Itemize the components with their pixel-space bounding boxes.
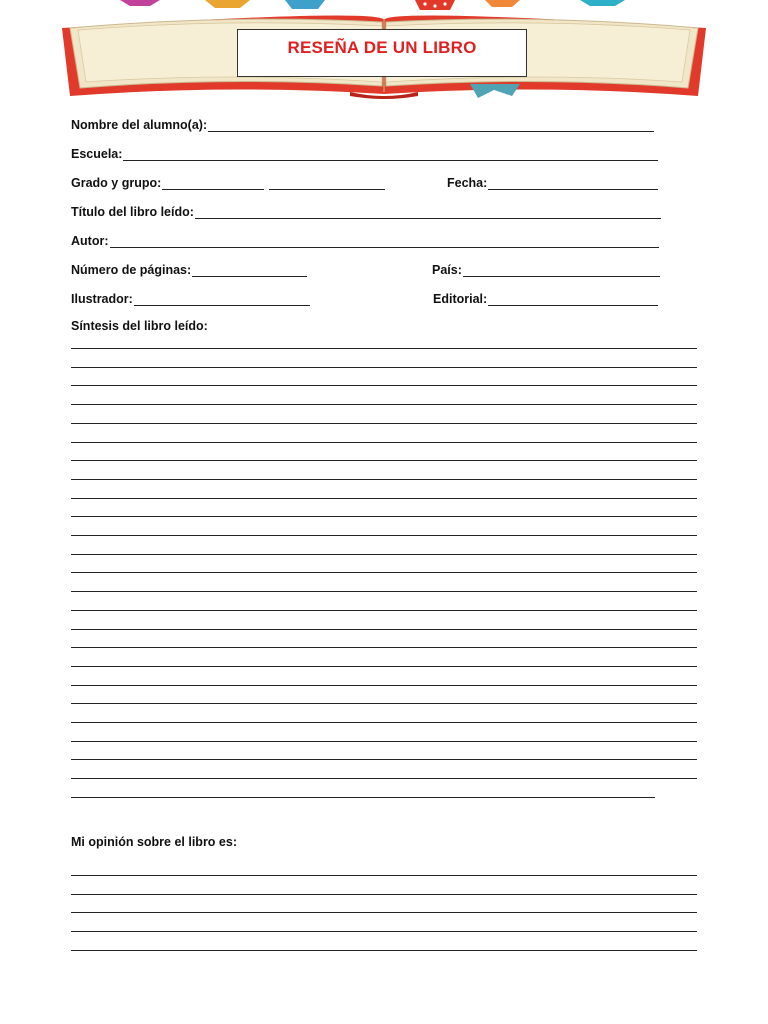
sintesis-label: Síntesis del libro leído:: [71, 319, 208, 333]
writing-line[interactable]: [71, 442, 697, 443]
field-editorial-blank[interactable]: [488, 293, 658, 306]
writing-line[interactable]: [71, 367, 697, 368]
writing-line[interactable]: [71, 535, 697, 536]
writing-line[interactable]: [71, 572, 697, 573]
field-pais: [432, 261, 660, 277]
field-autor: [71, 232, 659, 248]
writing-line[interactable]: [71, 950, 697, 951]
field-pais-blank[interactable]: [463, 264, 660, 277]
writing-line[interactable]: [71, 722, 697, 723]
field-nombre: [71, 116, 654, 132]
field-nombre-label: Nombre del alumno(a):: [71, 118, 208, 132]
writing-line[interactable]: [71, 404, 697, 405]
field-pais-label: País:: [432, 263, 462, 277]
page-title: RESEÑA DE UN LIBRO: [287, 38, 477, 57]
field-escuela: [71, 145, 658, 161]
field-editorial: [433, 290, 658, 306]
writing-line[interactable]: [71, 797, 655, 798]
writing-line[interactable]: [71, 610, 697, 611]
field-fecha: [447, 174, 658, 190]
writing-line[interactable]: [71, 931, 697, 932]
writing-line[interactable]: [71, 685, 697, 686]
writing-line[interactable]: [71, 348, 697, 349]
field-ilustrador: [71, 290, 310, 306]
field-grado-label: Grado y grupo:: [71, 176, 162, 190]
writing-line[interactable]: [71, 759, 697, 760]
field-grupo-blank[interactable]: [269, 177, 385, 190]
writing-line[interactable]: [71, 778, 697, 779]
writing-line[interactable]: [71, 894, 697, 895]
field-escuela-label: Escuela:: [71, 147, 123, 161]
field-titulo: [71, 203, 661, 219]
writing-line[interactable]: [71, 591, 697, 592]
writing-line[interactable]: [71, 498, 697, 499]
title-box: [237, 29, 527, 77]
field-ilustrador-label: Ilustrador:: [71, 292, 133, 306]
field-fecha-label: Fecha:: [447, 176, 488, 190]
field-fecha-blank[interactable]: [488, 177, 658, 190]
writing-line[interactable]: [71, 460, 697, 461]
field-editorial-label: Editorial:: [433, 292, 488, 306]
writing-line[interactable]: [71, 479, 697, 480]
writing-line[interactable]: [71, 666, 697, 667]
writing-line[interactable]: [71, 554, 697, 555]
field-titulo-blank[interactable]: [195, 206, 661, 219]
field-grado-blank[interactable]: [162, 177, 264, 190]
field-autor-blank[interactable]: [110, 235, 659, 248]
writing-line[interactable]: [71, 875, 697, 876]
writing-line[interactable]: [71, 741, 697, 742]
writing-line[interactable]: [71, 423, 697, 424]
writing-line[interactable]: [71, 629, 697, 630]
field-paginas-blank[interactable]: [192, 264, 307, 277]
writing-line[interactable]: [71, 647, 697, 648]
writing-line[interactable]: [71, 516, 697, 517]
writing-line[interactable]: [71, 912, 697, 913]
opinion-label: Mi opinión sobre el libro es:: [71, 835, 237, 849]
field-escuela-blank[interactable]: [123, 148, 658, 161]
field-ilustrador-blank[interactable]: [134, 293, 310, 306]
field-grado: [71, 174, 385, 190]
writing-line[interactable]: [71, 385, 697, 386]
field-paginas: [71, 261, 307, 277]
field-paginas-label: Número de páginas:: [71, 263, 192, 277]
field-autor-label: Autor:: [71, 234, 109, 248]
writing-line[interactable]: [71, 703, 697, 704]
field-titulo-label: Título del libro leído:: [71, 205, 194, 219]
field-nombre-blank[interactable]: [208, 119, 654, 132]
